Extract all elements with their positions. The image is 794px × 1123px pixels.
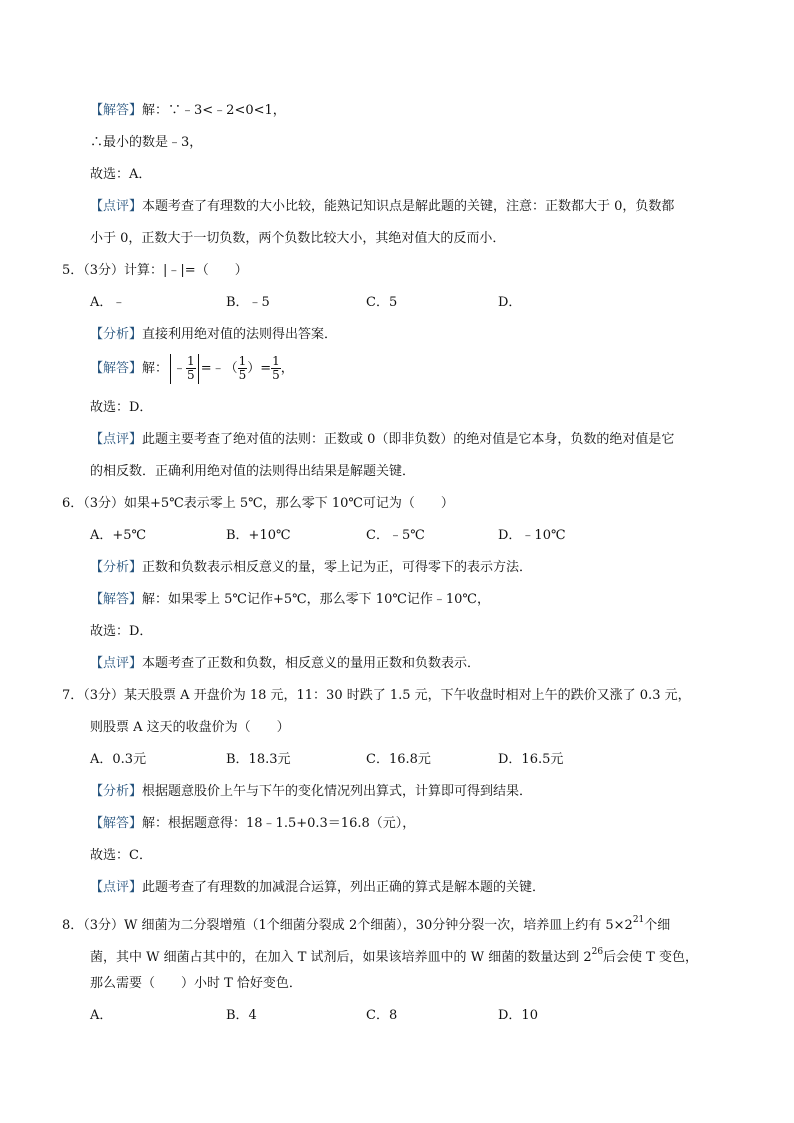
q4-choice: 故选：A． — [90, 167, 152, 182]
q5-answer: 【解答】解： ﹣ $\frac{1}{5}$ =﹣（ $\frac{1}{5}$ ）= $\frac{1}{5}$ ， — [90, 354, 294, 382]
q7-comment: 【点评】此题考查了有理数的加减混合运算，列出正确的算式是解本题的关键． — [90, 880, 546, 895]
q6-comment: 【点评】本题考查了正数和负数，相反意义的量用正数和负数表示． — [90, 656, 481, 671]
q8-option-a: A． — [90, 1008, 113, 1023]
analysis-tag: 【分析】 — [90, 560, 143, 575]
q7-option-a: A．0.3元 — [90, 752, 147, 767]
abs-bar-right — [198, 354, 199, 384]
q6-option-c: C．﹣5℃ — [366, 528, 425, 543]
q8-stem-line2: 菌，其中 W 细菌占其中的，在加入 T 试剂后，如果该培养皿中的 W 细菌的数量达到 $2^{26}$后会使 T 变色， — [90, 947, 698, 965]
q4-answer-line1: 【解答】解：∵﹣3<﹣2<0<1， — [90, 103, 286, 118]
comment-tag: 【点评】 — [90, 432, 143, 447]
q8-stem-line1: 8．（3分）W 细菌为二分裂增殖（1个细菌分裂成 2个细菌），30分钟分裂一次，培养皿上约有 $5\times 2^{21}$个细 — [62, 915, 671, 933]
q6-stem: 6．（3分）如果+5℃表示零上 5℃，那么零下 10℃可记为（ ） — [62, 496, 454, 511]
q8-option-b: B．4 — [226, 1008, 257, 1023]
q5-choice: 故选：D． — [90, 400, 153, 415]
q7-options — [90, 750, 690, 770]
q5-options — [90, 293, 690, 313]
q4-answer-line2: ∴最小的数是﹣3， — [90, 135, 203, 150]
comment-tag: 【点评】 — [90, 199, 143, 214]
q5-option-d: D． — [498, 295, 522, 310]
q5-option-a: A．﹣ — [90, 295, 126, 310]
answer-tag: 【解答】 — [90, 592, 143, 607]
q7-answer: 【解答】解：根据题意得：18﹣1.5+0.3＝16.8（元）， — [90, 816, 416, 831]
q6-choice: 故选：D． — [90, 624, 153, 639]
q7-option-c: C．16.8元 — [366, 752, 431, 767]
q6-option-d: D．﹣10℃ — [498, 528, 566, 543]
q7-option-b: B．18.3元 — [226, 752, 291, 767]
q5-option-c: C．5 — [366, 295, 398, 310]
q8-options — [90, 1006, 690, 1026]
q8-stem-line3: 那么需要（ ）小时 T 恰好变色． — [90, 976, 302, 991]
q5-comment-line2: 的相反数．正确利用绝对值的法则得出结果是解题关键． — [90, 464, 416, 479]
q7-choice: 故选：C． — [90, 848, 152, 863]
q7-option-d: D．16.5元 — [498, 752, 564, 767]
analysis-tag: 【分析】 — [90, 784, 143, 799]
answer-tag: 【解答】 — [90, 816, 143, 831]
answer-tag: 【解答】 — [90, 103, 143, 118]
q4-comment-line2: 小于 0，正数大于一切负数，两个负数比较大小，其绝对值大的反而小． — [90, 231, 506, 246]
fraction: $\frac{1}{5}$ — [272, 354, 280, 382]
fraction: $\frac{1}{5}$ — [187, 354, 195, 382]
abs-bar-left — [170, 354, 171, 384]
comment-tag: 【点评】 — [90, 880, 143, 895]
q4-comment-line1: 【点评】本题考查了有理数的大小比较，能熟记知识点是解此题的关键，注意：正数都大于 0，负数都 — [90, 199, 675, 214]
answer-tag: 【解答】 — [90, 361, 143, 376]
q5-option-b: B．﹣5 — [226, 295, 270, 310]
q5-comment-line1: 【点评】此题主要考查了绝对值的法则：正数或 0（即非负数）的绝对值是它本身，负数的绝对值是它 — [90, 432, 675, 447]
q8-option-d: D．10 — [498, 1008, 538, 1023]
q6-answer: 【解答】解：如果零上 5℃记作+5℃，那么零下 10℃记作﹣10℃， — [90, 592, 490, 607]
q8-option-c: C．8 — [366, 1008, 398, 1023]
q6-options — [90, 526, 690, 546]
q6-option-a: A．+5℃ — [90, 528, 147, 543]
q6-analysis: 【分析】正数和负数表示相反意义的量，零上记为正，可得零下的表示方法． — [90, 560, 533, 575]
q7-stem-line2: 则股票 A 这天的收盘价为（ ） — [90, 720, 290, 735]
q5-stem: 5．（3分）计算：|﹣|=（ ） — [62, 263, 248, 278]
fraction: $\frac{1}{5}$ — [238, 354, 247, 382]
q7-stem-line1: 7．（3分）某天股票 A 开盘价为 18 元，11：30 时跌了 1.5 元，下午收盘时相对上午的跌价又涨了 0.3 元， — [62, 688, 691, 703]
q7-analysis: 【分析】根据题意股价上午与下午的变化情况列出算式，计算即可得到结果． — [90, 784, 533, 799]
q6-option-b: B．+10℃ — [226, 528, 291, 543]
q5-analysis: 【分析】直接利用绝对值的法则得出答案． — [90, 327, 338, 342]
analysis-tag: 【分析】 — [90, 327, 143, 342]
comment-tag: 【点评】 — [90, 656, 143, 671]
